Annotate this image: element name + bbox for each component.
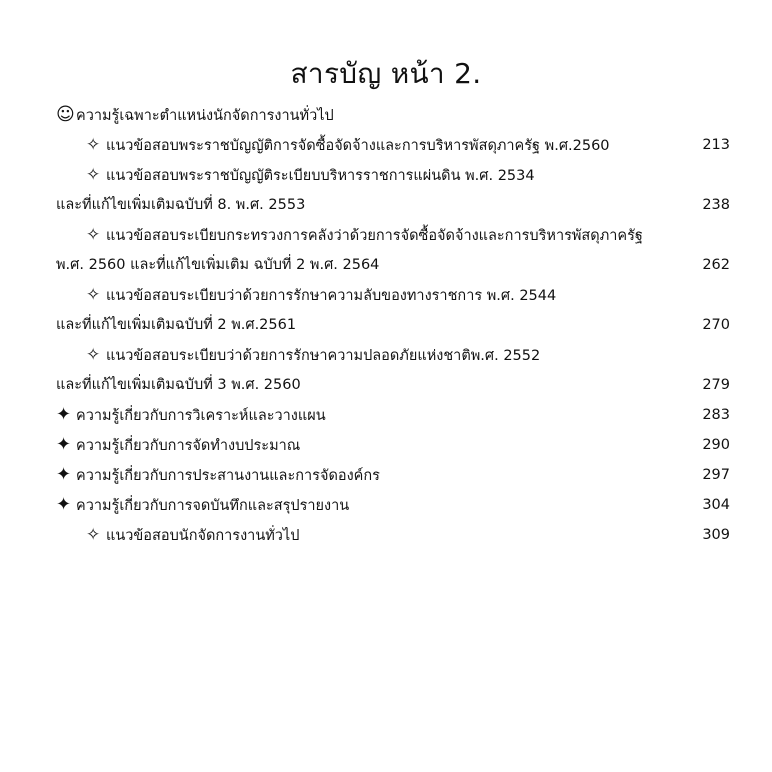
toc-entry-text: แนวข้อสอบพระราชบัญญัติระเบียบบริหารราชการแผ่นดิน พ.ศ. 2534 <box>106 168 535 184</box>
toc-page-number: 290 <box>702 437 730 453</box>
toc-page-number: 309 <box>702 527 730 543</box>
smiley-icon: ☺ <box>56 104 75 125</box>
toc-entry-text: ความรู้เกี่ยวกับการจัดทำงบประมาณ <box>76 438 301 454</box>
toc-row-continuation <box>56 370 732 400</box>
toc-page-number: 213 <box>702 137 730 153</box>
toc-row <box>56 100 732 130</box>
page-title: สารบัญ หน้า 2. <box>290 57 482 90</box>
toc-row <box>56 160 732 190</box>
toc-row <box>56 490 732 520</box>
toc-page-number: 270 <box>702 317 730 333</box>
toc-entry-text: พ.ศ. 2560 และที่แก้ไขเพิ่มเติม ฉบับที่ 2 พ.ศ. 2564 <box>56 257 380 273</box>
toc-entry-text: แนวข้อสอบนักจัดการงานทั่วไป <box>106 528 300 544</box>
toc-page-number: 262 <box>702 257 730 273</box>
toc-row <box>56 220 732 250</box>
sparkle-outline-icon: ✧ <box>86 285 101 305</box>
toc-row <box>56 280 732 310</box>
toc-page-number: 304 <box>702 497 730 513</box>
toc-entry-text: แนวข้อสอบพระราชบัญญัติการจัดซื้อจัดจ้างและการบริหารพัสดุภาครัฐ พ.ศ.2560 <box>106 138 610 154</box>
sparkle-outline-icon: ✧ <box>86 225 101 245</box>
toc-entry-text: ความรู้เกี่ยวกับการประสานงานและการจัดองค์กร <box>76 468 380 484</box>
sparkle-filled-icon: ✦ <box>56 404 72 425</box>
toc-entry-text: และที่แก้ไขเพิ่มเติมฉบับที่ 3 พ.ศ. 2560 <box>56 377 301 393</box>
table-of-contents <box>56 100 732 550</box>
sparkle-outline-icon: ✧ <box>86 165 101 185</box>
toc-row <box>56 430 732 460</box>
toc-page-number: 279 <box>702 377 730 393</box>
toc-row <box>56 460 732 490</box>
toc-row <box>56 130 732 160</box>
toc-entry-text: ความรู้เกี่ยวกับการวิเคราะห์และวางแผน <box>76 408 326 424</box>
toc-row-continuation <box>56 310 732 340</box>
sparkle-filled-icon: ✦ <box>56 494 72 515</box>
sparkle-outline-icon: ✧ <box>86 345 101 365</box>
toc-entry-text: และที่แก้ไขเพิ่มเติมฉบับที่ 8. พ.ศ. 2553 <box>56 197 306 213</box>
toc-page-number: 238 <box>702 197 730 213</box>
toc-row <box>56 340 732 370</box>
toc-page-number: 297 <box>702 467 730 483</box>
sparkle-outline-icon: ✧ <box>86 135 101 155</box>
toc-row <box>56 400 732 430</box>
toc-page-number: 283 <box>702 407 730 423</box>
sparkle-filled-icon: ✦ <box>56 464 72 485</box>
toc-row-continuation <box>56 190 732 220</box>
sparkle-filled-icon: ✦ <box>56 434 72 455</box>
toc-row-continuation <box>56 250 732 280</box>
toc-entry-text: แนวข้อสอบระเบียบกระทรวงการคลังว่าด้วยการจัดซื้อจัดจ้างและการบริหารพัสดุภาครัฐ <box>106 228 643 244</box>
toc-entry-text: แนวข้อสอบระเบียบว่าด้วยการรักษาความปลอดภัยแห่งชาติพ.ศ. 2552 <box>106 348 541 364</box>
toc-entry-text: แนวข้อสอบระเบียบว่าด้วยการรักษาความลับของทางราชการ พ.ศ. 2544 <box>106 288 557 304</box>
toc-entry-text: ความรู้เกี่ยวกับการจดบันทึกและสรุปรายงาน <box>76 498 350 514</box>
toc-entry-text: ความรู้เฉพาะตำแหน่งนักจัดการงานทั่วไป <box>76 108 334 124</box>
sparkle-outline-icon: ✧ <box>86 525 101 545</box>
toc-entry-text: และที่แก้ไขเพิ่มเติมฉบับที่ 2 พ.ศ.2561 <box>56 317 297 333</box>
toc-row <box>56 520 732 550</box>
